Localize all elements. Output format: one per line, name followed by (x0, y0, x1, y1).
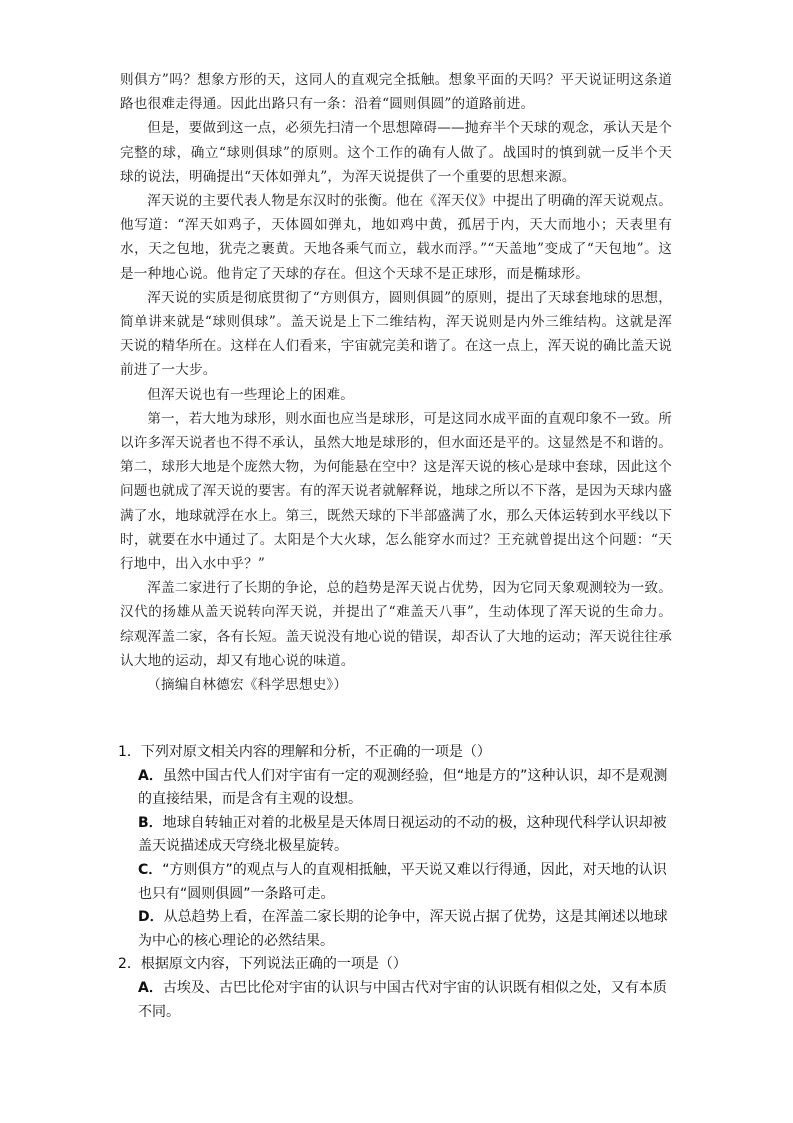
reading-passage (120, 68, 672, 697)
passage-paragraph: 浑盖二家进行了长期的争论，总的趋势是浑天说占优势，因为它同天象观测较为一致。汉代的扬雄从盖天说转向浑天说，并提出了“难盖天八事”，生动体现了浑天说的生命力。综观浑盖二家，各有长短。盖天说没有地心说的错误，却否认了大地的运动；浑天说往往承认大地的运动，却又有地心说的味道。 (120, 580, 672, 669)
passage-paragraph: 浑天说的实质是彻底贯彻了“方则俱方，圆则俱圆”的原则，提出了天球套地球的思想，简单讲来就是“球则俱球”。盖天说是上下二维结构，浑天说则是内外三维结构。这就是浑天说的精华所在。这样在人们看来，宇宙就完美和谐了。在这一点上，浑天说的确比盖天说前进了一大步。 (120, 289, 672, 379)
passage-source: （摘编自林德宏《科学思想史》） (147, 677, 348, 694)
option-tag: A． (138, 979, 163, 996)
option-tag: D． (138, 909, 164, 926)
option-text: 古埃及、古巴比伦对宇宙的认识与中国古代对宇宙的认识既有相似之处，又有本质不同。 (138, 979, 667, 1020)
passage-paragraph: 但是，要做到这一点，必须先扫清一个思想障碍——抛弃半个天球的观念，承认天是个完整的球，确立“球则俱球”的原则。这个工作的确有人做了。战国时的慎到就一反半个天球的说法，明确提出“天体如弹丸”，为浑天说提供了一个重要的思想来源。 (120, 120, 672, 185)
option-c (138, 859, 674, 906)
question-2 (118, 953, 674, 1024)
option-a (138, 765, 674, 812)
option-d (138, 906, 674, 953)
option-tag: C． (138, 861, 163, 878)
option-a (138, 977, 674, 1024)
passage-paragraph: 但浑天说也有一些理论上的困难。 (147, 386, 355, 403)
option-tag: B． (138, 814, 163, 831)
passage-paragraph: 则俱方”吗？想象方形的天，这同人的直观完全抵触。想象平面的天吗？平天说证明这条道路也很难走得通。因此出路只有一条：沿着“圆则俱圆”的道路前进。 (120, 72, 672, 113)
option-text: 虽然中国古代人们对宇宙有一定的观测经验，但“地是方的”这种认识，却不是观测的直接结果，而是含有主观的设想。 (138, 767, 668, 808)
question-list (118, 741, 674, 1024)
passage-paragraph: 第一，若大地为球形，则水面也应当是球形，可是这同水成平面的直观印象不一致。所以许多浑天说者也不得不承认，虽然大地是球形的，但水面还是平的。这显然是不和谐的。第二，球形大地是个庞然大物，为何能悬在空中？这是浑天说的核心是球中套球，因此这个问题也就成了浑天说的要害。有的浑天说者就解释说，地球之所以不下落，是因为天球内盛满了水，地球就浮在水上。第三，既然天球的下半部盛满了水，那么天体运转到水平线以下时，就要在水中通过了。太阳是个大火球，怎么能穿水而过？王充就曾提出这个问题：“天行地中，出入水中乎？” (120, 410, 672, 573)
question-stem: 2．根据原文内容，下列说法正确的一项是（） (118, 956, 407, 973)
option-text: 地球自转轴正对着的北极星是天体周日视运动的不动的极，这种现代科学认识却被盖天说描述成天穹绕北极星旋转。 (138, 814, 667, 855)
question-stem: 1．下列对原文相关内容的理解和分析，不正确的一项是（） (118, 744, 491, 760)
passage-paragraph: 浑天说的主要代表人物是东汉时的张衡。他在《浑天仪》中提出了明确的浑天说观点。他写道：“浑天如鸡子，天体圆如弹丸，地如鸡中黄，孤居于内，天大而地小；天表里有水，天之包地，犹壳之裹黄。天地各乘气而立，载水而浮。”“天盖地”变成了“天包地”。这是一种地心说。他肯定了天球的存在。但这个天球不是正球形，而是椭球形。 (120, 193, 672, 282)
option-b (138, 812, 674, 859)
option-tag: A． (138, 767, 163, 784)
option-text: “方则俱方”的观点与人的直观相抵触，平天说又难以行得通，因此，对天地的认识也只有“圆则俱圆”一条路可走。 (138, 861, 667, 902)
question-1 (118, 741, 674, 953)
option-text: 从总趋势上看，在浑盖二家长期的论争中，浑天说占据了优势，这是其阐述以地球为中心的核心理论的必然结果。 (138, 909, 668, 949)
